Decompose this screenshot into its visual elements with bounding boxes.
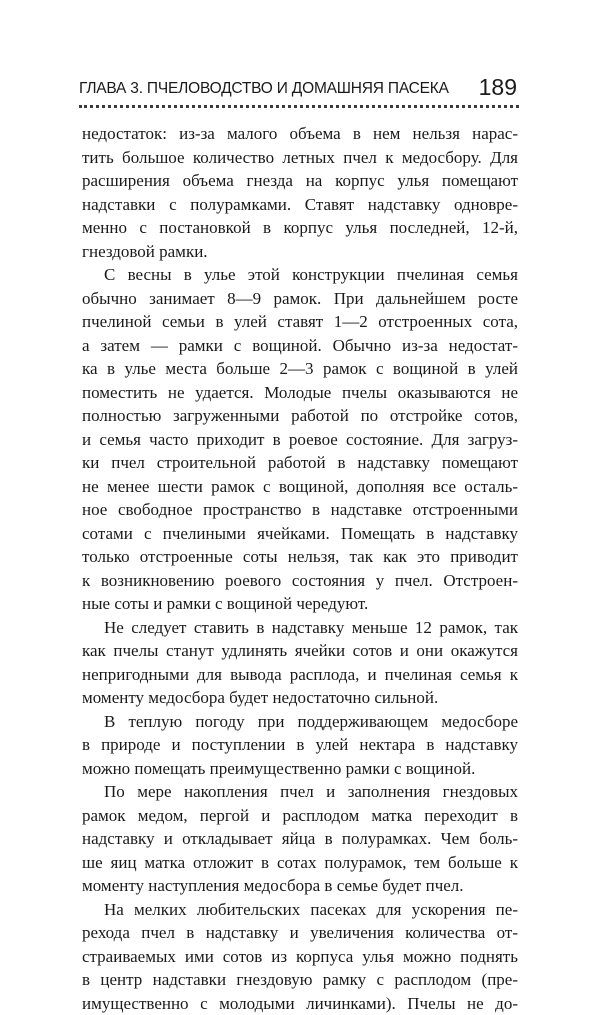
text-line: ные соты и рамки с вощиной чередуют. — [82, 592, 518, 616]
text-line: в центр надставки гнездовую рамку с расплодом (пре- — [82, 968, 518, 992]
text-line: С весны в улье этой конструкции пчелиная семья — [82, 263, 518, 287]
chapter-title: ГЛАВА 3. ПЧЕЛОВОДСТВО И ДОМАШНЯЯ ПАСЕКА — [79, 80, 449, 98]
text-line: ше яиц матка отложит в сотах полурамок, тем больше к — [82, 851, 518, 875]
text-line: В теплую погоду при поддерживающем медосборе — [82, 710, 518, 734]
text-line: непригодными для вывода расплода, и пчелиная семья к — [82, 663, 518, 687]
text-line: ное свободное пространство в надставке отстроенными — [82, 498, 518, 522]
text-line: в природе и поступлении в улей нектара в надставку — [82, 733, 518, 757]
text-line: имущественно с молодыми личинками). Пчелы не до- — [82, 992, 518, 1015]
text-line: ка в улье места больше 2—3 рамок с вощиной в улей — [82, 357, 518, 381]
text-line: надставки с полурамками. Ставят надставку одновре- — [82, 193, 518, 217]
text-line: страиваемых ими сотов из корпуса улья можно поднять — [82, 945, 518, 969]
text-line: расширения объема гнезда на корпус улья помещают — [82, 169, 518, 193]
header-dotted-rule — [79, 105, 519, 108]
text-line: только отстроенные соты нельзя, так как это приводит — [82, 545, 518, 569]
text-line: поместить не удается. Молодые пчелы оказываются не — [82, 381, 518, 405]
text-line: надставку и откладывает яйца в полурамках. Чем боль- — [82, 827, 518, 851]
paragraph — [82, 898, 518, 1015]
text-line: и семья часто приходит в роевое состояние. Для загруз- — [82, 428, 518, 452]
text-line: обычно занимает 8—9 рамок. При дальнейшем росте — [82, 287, 518, 311]
text-line: ки пчел строительной работой в надставку помещают — [82, 451, 518, 475]
paragraph — [82, 616, 518, 710]
text-line: рехода пчел в надставку и увеличения количества от- — [82, 921, 518, 945]
text-line: к возникновению роевого состояния у пчел. Отстроен- — [82, 569, 518, 593]
text-line: На мелких любительских пасеках для ускорения пе- — [82, 898, 518, 922]
text-line: рамок медом, пергой и расплодом матка переходит в — [82, 804, 518, 828]
text-line: гнездовой рамки. — [82, 240, 518, 264]
page-number: 189 — [479, 74, 517, 101]
text-line: пчелиной семьи в улей ставят 1—2 отстроенных сота, — [82, 310, 518, 334]
paragraph — [82, 780, 518, 898]
text-line: недостаток: из-за малого объема в нем нельзя нарас- — [82, 122, 518, 146]
paragraph — [82, 710, 518, 781]
text-line: как пчелы станут удлинять ячейки сотов и они окажутся — [82, 639, 518, 663]
text-line: менно с постановкой в корпус улья последней, 12-й, — [82, 216, 518, 240]
paragraph — [82, 122, 518, 263]
text-line: По мере накопления пчел и заполнения гнездовых — [82, 780, 518, 804]
text-line: Не следует ставить в надставку меньше 12 рамок, так — [82, 616, 518, 640]
text-line: сотами с пчелиными ячейками. Помещать в надставку — [82, 522, 518, 546]
text-line: а затем — рамки с вощиной. Обычно из-за недостат- — [82, 334, 518, 358]
running-header — [79, 72, 519, 108]
text-line: можно помещать преимущественно рамки с вощиной. — [82, 757, 518, 781]
text-line: не менее шести рамок с вощиной, дополняя все осталь- — [82, 475, 518, 499]
text-line: полностью загруженными работой по отстройке сотов, — [82, 404, 518, 428]
text-line: моменту медосбора будет недостаточно сильной. — [82, 686, 518, 710]
text-line: моменту наступления медосбора в семье будет пчел. — [82, 874, 518, 898]
text-line: тить большое количество летных пчел к медосбору. Для — [82, 146, 518, 170]
paragraph — [82, 263, 518, 616]
body-text — [82, 122, 518, 1015]
